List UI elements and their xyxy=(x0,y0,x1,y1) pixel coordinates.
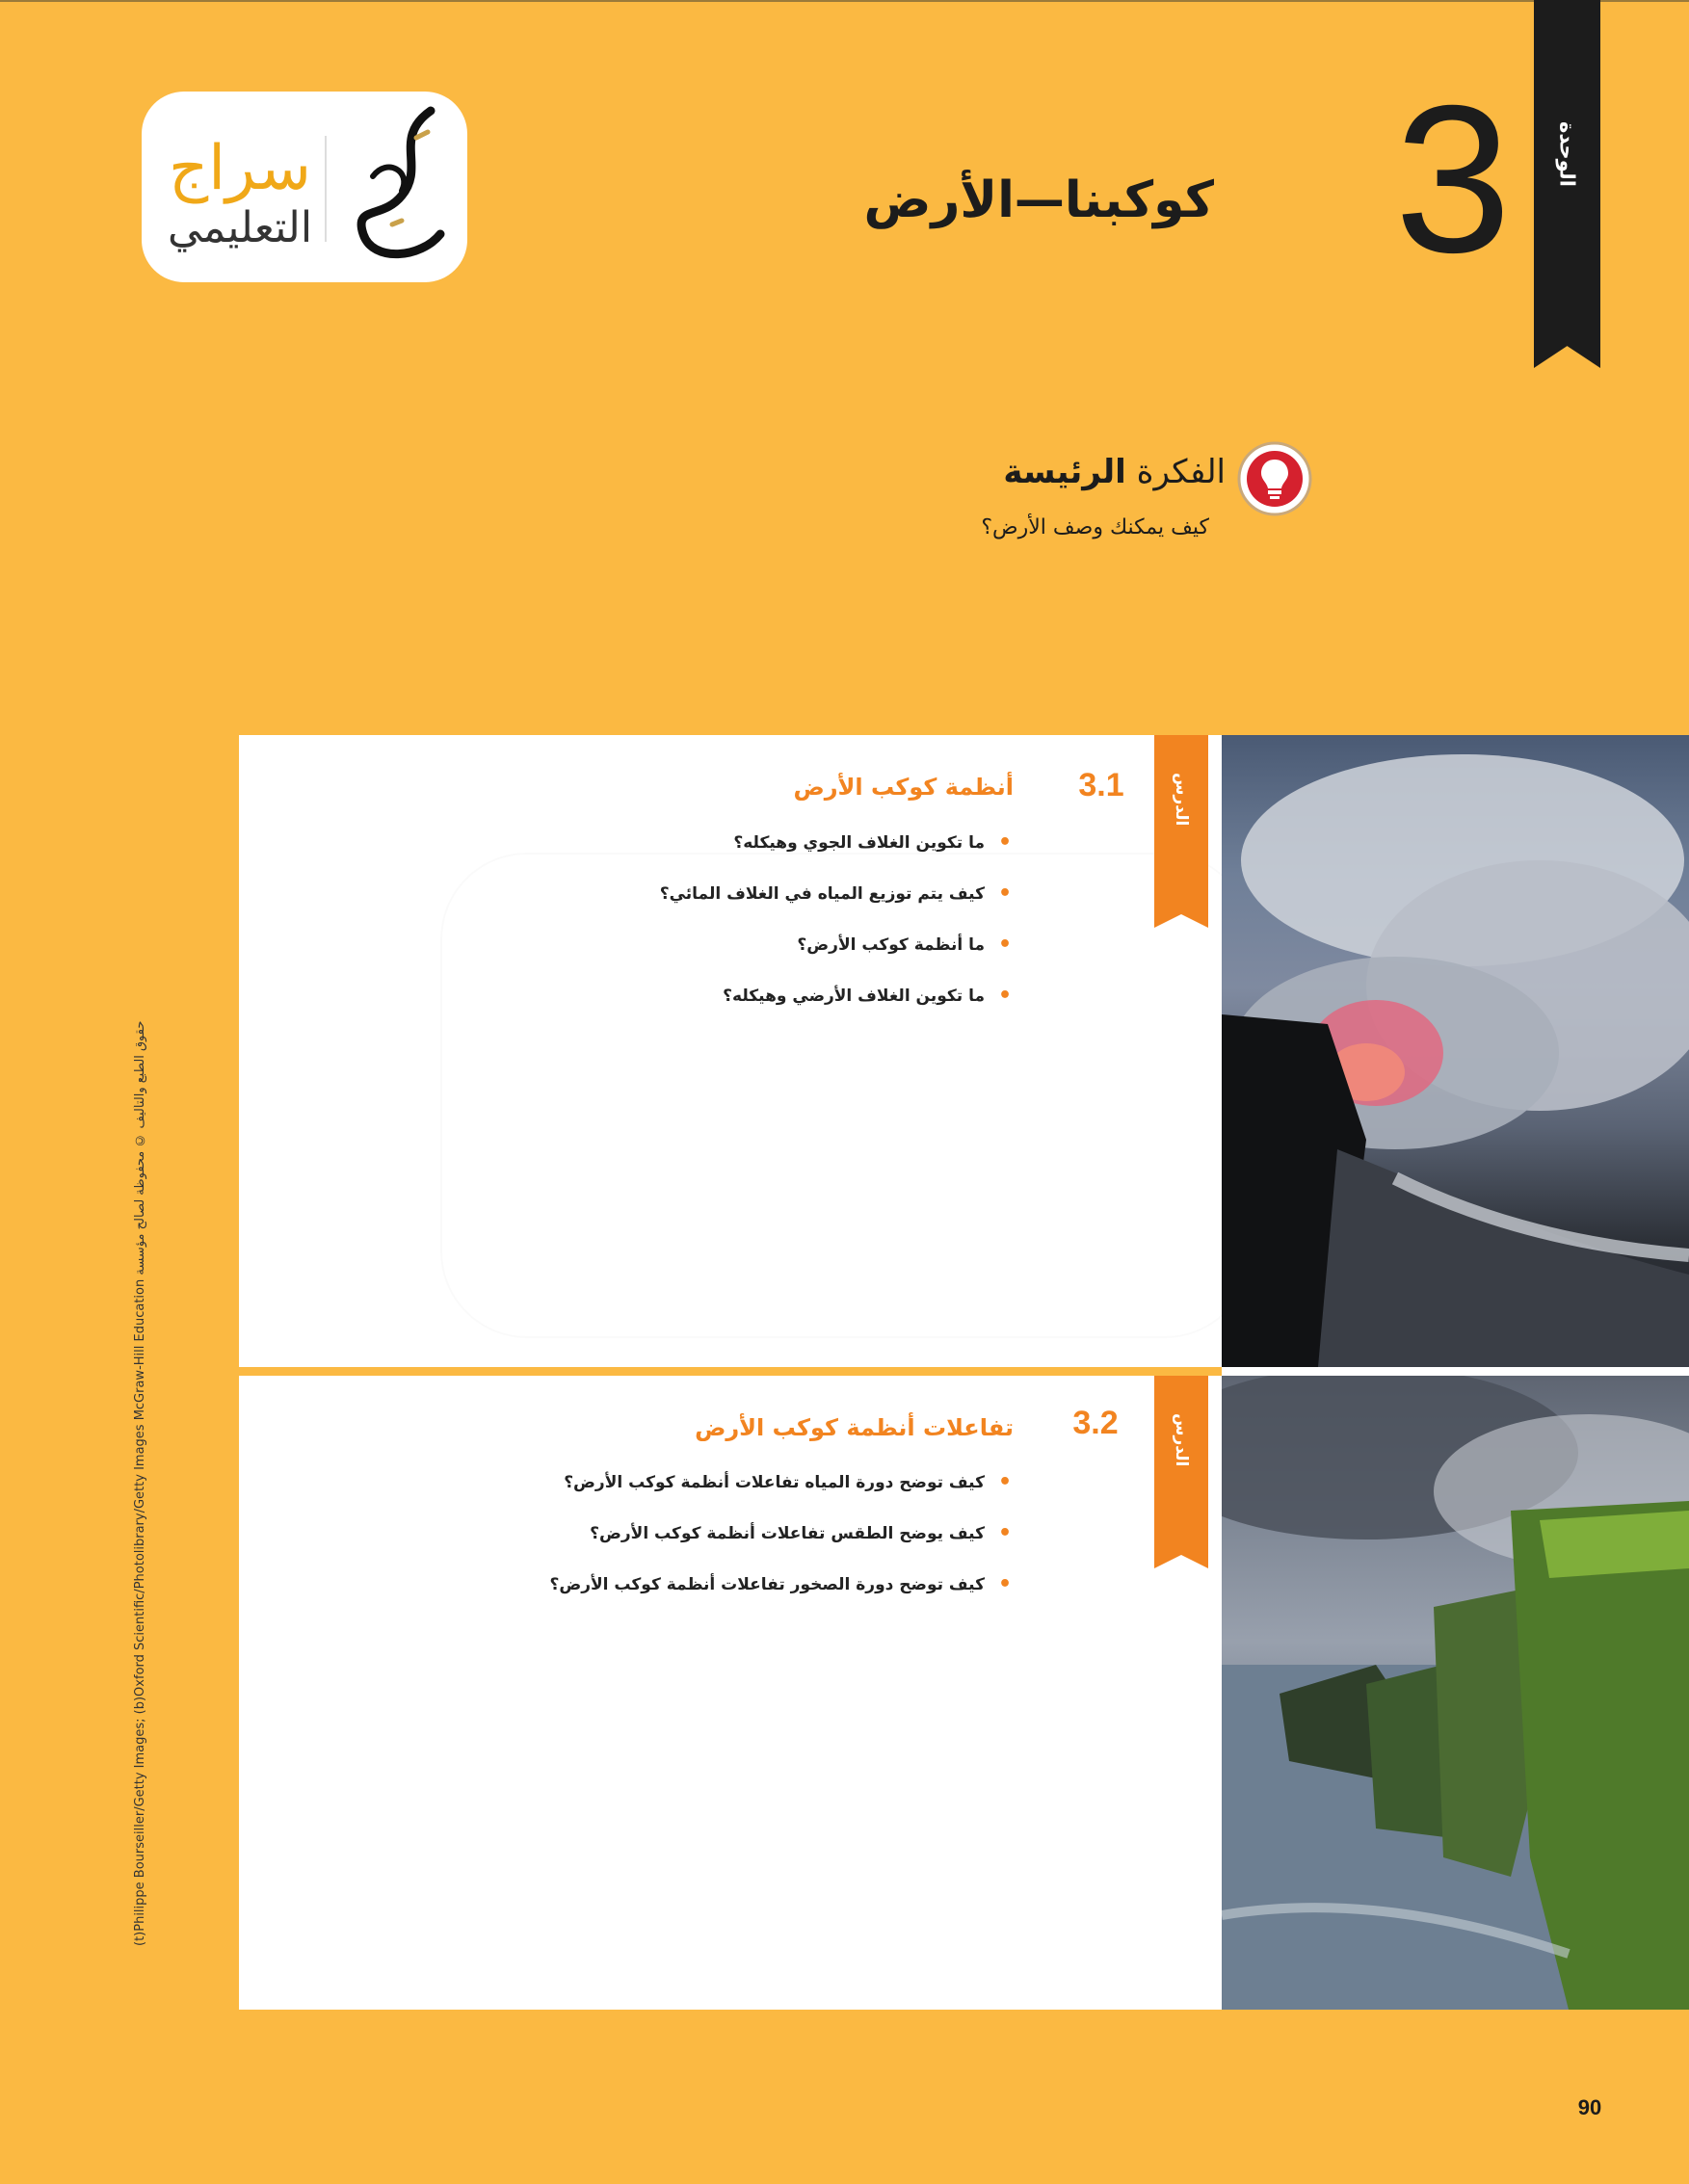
main-idea-question: كيف يمكنك وصف الأرض؟ xyxy=(981,515,1209,539)
top-border xyxy=(0,0,1689,2)
lesson-1-title: أنظمة كوكب الأرض xyxy=(793,774,1014,801)
page-number: 90 xyxy=(1577,2095,1602,2119)
unit-label: الوحدة xyxy=(1555,121,1579,187)
list-item: • ما أنظمة كوكب الأرض؟ xyxy=(472,931,1012,982)
unit-title: كوكبنا—الأرض xyxy=(863,171,1214,229)
lesson-2-tab-label: الدرس xyxy=(1172,1413,1191,1467)
main-idea-title-part1: الفكرة xyxy=(1136,453,1226,491)
volcano-lava-image xyxy=(1222,735,1689,1367)
lesson-2-number: 3.2 xyxy=(1072,1405,1119,1441)
calligraphy-logo-icon xyxy=(334,99,462,276)
logo-separator xyxy=(325,136,327,242)
logo-sub-text: التعليمي xyxy=(167,203,313,252)
main-idea-title-part2: الرئيسة xyxy=(1003,453,1126,491)
lesson-1-number: 3.1 xyxy=(1078,767,1124,803)
main-idea-title xyxy=(867,453,1226,492)
lesson-1-tab-label: الدرس xyxy=(1172,773,1191,827)
list-item: • كيف توضح دورة المياه تفاعلات أنظمة كوكب الأرض؟ xyxy=(472,1468,1012,1519)
logo-main-text: سراج xyxy=(168,133,312,204)
list-item: • كيف توضح دورة الصخور تفاعلات أنظمة كوكب الأرض؟ xyxy=(472,1570,1012,1621)
photo-credit: (t)Philippe Bourseiller/Getty Images; (b)Oxford Scientific/Photolibrary/Getty Images McGraw-Hill Education حقوق الطبع والتأليف © محفوظة لصالح مؤسسة xyxy=(133,1020,147,1946)
list-item: • ما تكوين الغلاف الجوي وهيكله؟ xyxy=(472,829,1012,880)
lesson-2-questions xyxy=(472,1468,1012,1621)
logo xyxy=(142,92,467,282)
list-item: • كيف يوضح الطقس تفاعلات أنظمة كوكب الأرض؟ xyxy=(472,1519,1012,1570)
list-item: • كيف يتم توزيع المياه في الغلاف المائي؟ xyxy=(472,880,1012,931)
lesson-2-photo xyxy=(1222,1376,1689,2010)
lessons-divider xyxy=(239,1367,1222,1376)
lesson-2-title: تفاعلات أنظمة كوكب الأرض xyxy=(695,1414,1014,1441)
lesson-1-photo xyxy=(1222,735,1689,1367)
lesson-1-questions xyxy=(472,829,1012,1033)
unit-number: 3 xyxy=(1394,63,1512,297)
lightbulb-icon xyxy=(1236,440,1313,517)
list-item: • ما تكوين الغلاف الأرضي وهيكله؟ xyxy=(472,982,1012,1033)
sea-cliffs-image xyxy=(1222,1376,1689,2010)
